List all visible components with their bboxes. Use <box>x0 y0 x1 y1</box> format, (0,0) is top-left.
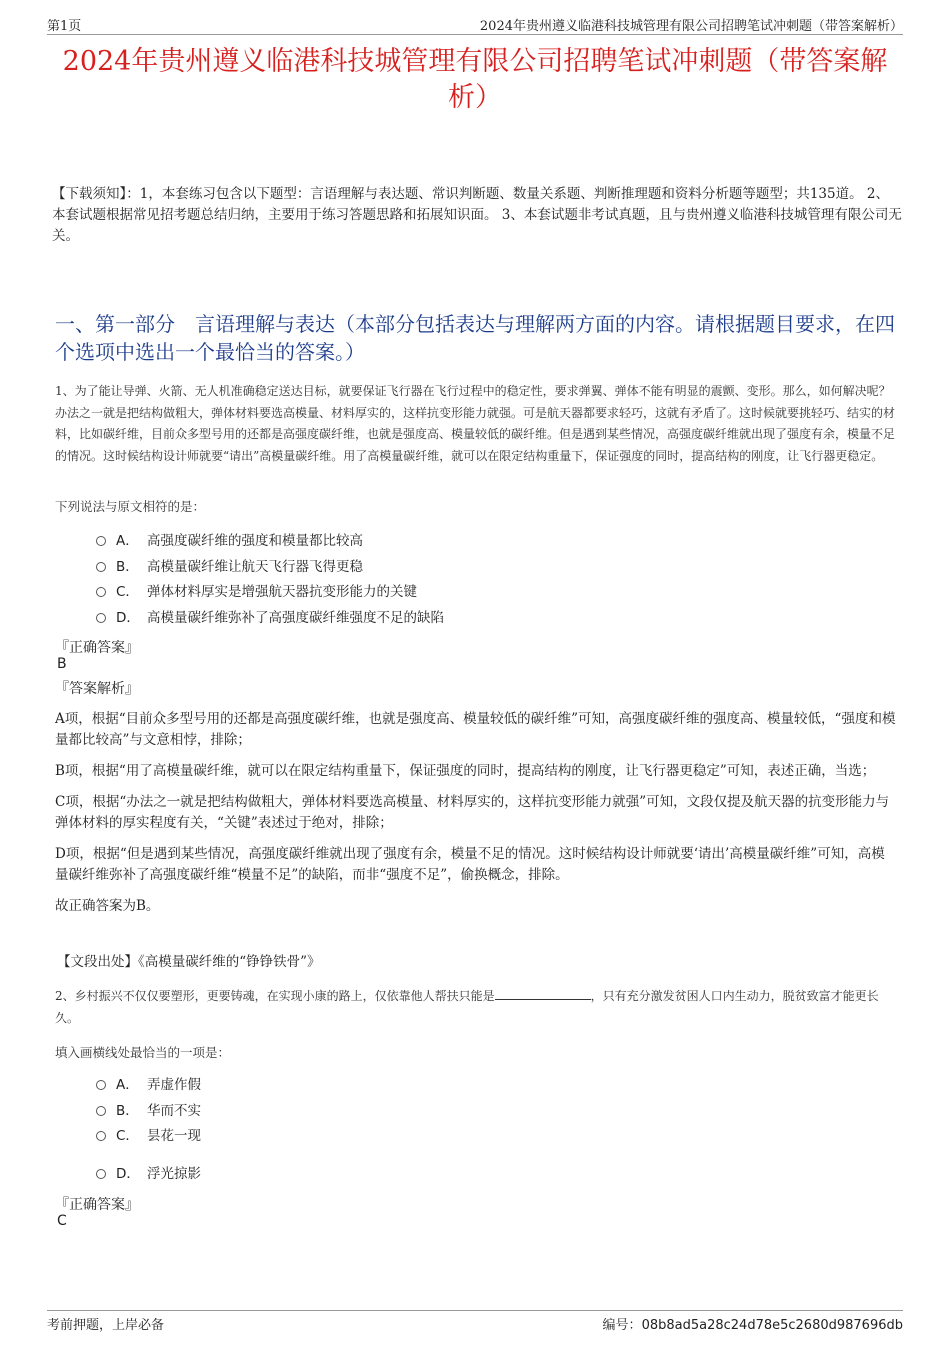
analysis-conclusion: 故正确答案为B。 <box>55 898 160 914</box>
answer-value: B <box>57 656 67 672</box>
radio-icon[interactable] <box>96 1131 106 1141</box>
analysis-a: A项，根据“目前众多型号用的还都是高强度碳纤维，也就是强度高、模量较低的碳纤维”可知，高强度碳纤维的强度高、模量较低，“强度和模量都比较高”与文意相悖，排除； <box>55 711 896 748</box>
question-1-options <box>96 529 444 631</box>
analysis-d: D项，根据“但是遇到某些情况，高强度碳纤维就出现了强度有余，模量不足的情况。这时候结构设计师就要‘请出’高模量碳纤维”可知，高模量碳纤维弥补了高强度碳纤维“模量不足”的缺陷，而非“强度不足”，偷换概念，排除。 <box>55 846 885 883</box>
analysis-label: 『答案解析』 <box>55 681 139 697</box>
header-doc-title: 2024年贵州遵义临港科技城管理有限公司招聘笔试冲刺题（带答案解析） <box>479 19 903 34</box>
question-2-options <box>96 1073 201 1187</box>
analysis-b: B项，根据“用了高模量碳纤维，就可以在限定结构重量下，保证强度的同时，提高结构的刚度，让飞行器更稳定”可知，表述正确，当选； <box>55 763 876 779</box>
radio-icon[interactable] <box>96 1169 106 1179</box>
section-heading: 一、第一部分 言语理解与表达（本部分包括表达与理解两方面的内容。请根据题目要求，在四个选项中选出一个最恰当的答案。） <box>55 312 895 364</box>
option-a[interactable]: A． 高强度碳纤维的强度和模量都比较高 <box>96 529 444 555</box>
document-title: 2024年贵州遵义临港科技城管理有限公司招聘笔试冲刺题（带答案解析） <box>62 46 888 113</box>
page-header <box>47 14 903 35</box>
download-notice: 【下载须知】：1，本套练习包含以下题型：言语理解与表达题、常识判断题、数量关系题、判断推理题和资料分析题等题型；共135道。 2、本套试题根据常见招考题总结归纳，主要用于练习答题思路和拓展知识面。 3、本套试题非考试真题，且与贵州遵义临港科技城管理有限公司无关。 <box>52 186 902 244</box>
footer-slogan: 考前押题，上岸必备 <box>47 1318 165 1333</box>
question-2-passage: 2、乡村振兴不仅仅要塑形，更要铸魂，在实现小康的路上，仅依靠他人帮扶只能是 ，只有充分激发贫困人口内生动力，脱贫致富才能更长久。 <box>55 989 879 1025</box>
radio-icon[interactable] <box>96 613 106 623</box>
answer-value: C <box>57 1213 67 1229</box>
option-b[interactable]: B． 高模量碳纤维让航天飞行器飞得更稳 <box>96 555 444 581</box>
radio-icon[interactable] <box>96 536 106 546</box>
question-1-passage: 1、为了能让导弹、火箭、无人机准确稳定送达目标，就要保证飞行器在飞行过程中的稳定性，要求弹翼、弹体不能有明显的震颤、变形。那么，如何解决呢？办法之一就是把结构做粗大，弹体材料要选高模量、材料厚实的，这样抗变形能力就强。可是航天器都要求轻巧，这就有矛盾了。这时候就要挑轻巧、结实的材料，比如碳纤维，目前众多型号用的还都是高强度碳纤维，也就是强度高、模量较低的碳纤维。但是遇到某些情况，高强度碳纤维就出现了强度有余，模量不足的情况。这时候结构设计师就要“请出”高模量碳纤维。用了高模量碳纤维，就可以在限定结构重量下，保证强度的同时，提高结构的刚度，让飞行器更稳定。 <box>55 384 896 463</box>
page-footer <box>47 1310 903 1333</box>
radio-icon[interactable] <box>96 1106 106 1116</box>
answer-label: 『正确答案』 <box>55 640 139 656</box>
option-a[interactable]: A． 弄虚作假 <box>96 1073 201 1099</box>
question-2-prompt: 填入画横线处最恰当的一项是： <box>55 1045 231 1060</box>
question-1-prompt: 下列说法与原文相符的是： <box>55 499 206 514</box>
option-d[interactable]: D． 浮光掠影 <box>96 1162 201 1188</box>
footer-code: 编号：08b8ad5a28c24d78e5c2680d987696db <box>602 1318 903 1333</box>
option-c[interactable]: C． 昙花一现 <box>96 1124 201 1150</box>
radio-icon[interactable] <box>96 1080 106 1090</box>
fill-blank <box>495 989 591 1000</box>
option-d[interactable]: D． 高模量碳纤维弥补了高强度碳纤维强度不足的缺陷 <box>96 606 444 632</box>
analysis-c: C项，根据“办法之一就是把结构做粗大，弹体材料要选高模量、材料厚实的，这样抗变形能力就强”可知，文段仅提及航天器的抗变形能力与弹体材料的厚实程度有关，“关键”表述过于绝对，排除； <box>55 794 890 831</box>
option-c[interactable]: C． 弹体材料厚实是增强航天器抗变形能力的关键 <box>96 580 444 606</box>
passage-source: 【文段出处】《高模量碳纤维的“铮铮铁骨”》 <box>57 954 321 970</box>
answer-label: 『正确答案』 <box>55 1197 139 1213</box>
radio-icon[interactable] <box>96 587 106 597</box>
page-number: 第1页 <box>47 19 82 34</box>
answer-analysis <box>55 709 898 927</box>
radio-icon[interactable] <box>96 562 106 572</box>
option-b[interactable]: B． 华而不实 <box>96 1099 201 1125</box>
